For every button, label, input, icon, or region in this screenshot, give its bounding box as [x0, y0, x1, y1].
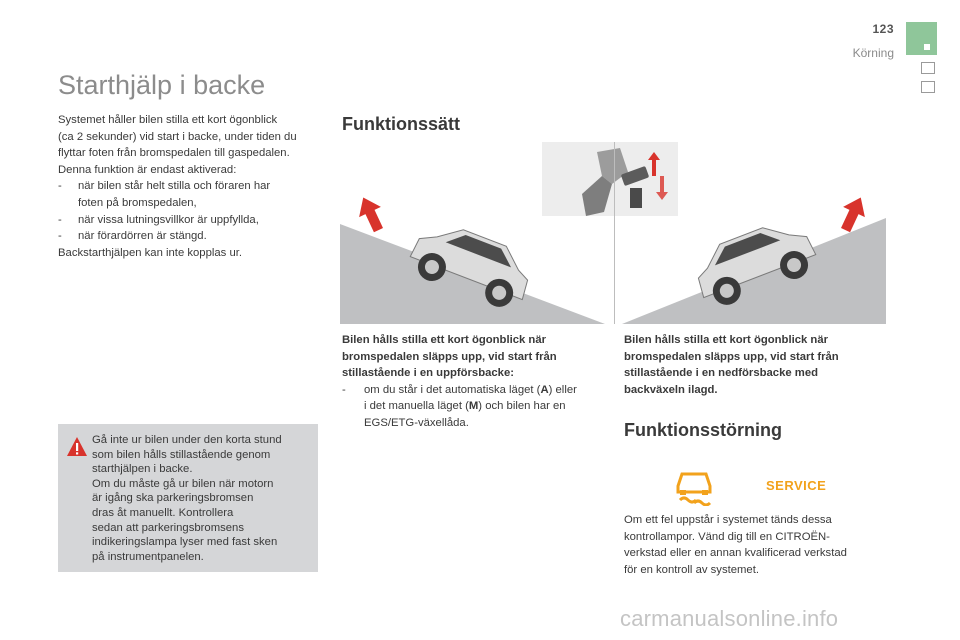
chapter-tab[interactable]: [906, 22, 937, 55]
watermark: carmanualsonline.info: [620, 606, 839, 631]
list-item: - när vissa lutningsvillkor är uppfyllda,: [58, 213, 259, 226]
tab-marker: [924, 44, 930, 50]
list-item: - när bilen står helt stilla och föraren har: [58, 180, 271, 193]
malfunction-text: Om ett fel uppstår i systemet tänds dessa kontrollampor. Vänd dig till en CITROËN- verkstad eller en annan kvalificerad verkstad för en kontroll av systemet.: [624, 514, 847, 576]
traction-control-icon: [674, 470, 714, 506]
intro-line: flyttar foten från bromspedalen till gaspedalen.: [58, 147, 290, 160]
downhill-caption: Bilen hålls stilla ett kort ögonblick när bromspedalen släpps upp, vid start från stillastående i en nedförsbacke med backväxeln ilagd.: [624, 334, 839, 396]
nav-square-1[interactable]: [921, 62, 935, 74]
intro-line: (ca 2 sekunder) vid start i backe, under tiden du: [58, 130, 297, 143]
page-number: 123: [872, 22, 894, 36]
intro-line: Backstarthjälpen kan inte kopplas ur.: [58, 246, 242, 259]
intro-text: [58, 112, 328, 261]
uphill-caption: Bilen hålls stilla ett kort ögonblick när bromspedalen släpps upp, vid start från stillastående i en uppförsbacke: - om du står i det automatiska läget (A) eller i det manuella läget (M) och bilen har en EGS/ETG-växellåda.: [342, 332, 610, 432]
intro-line: Denna funktion är endast aktiverad:: [58, 163, 237, 176]
service-indicator: SERVICE: [766, 478, 827, 493]
section-heading-funktionssatt: Funktionssätt: [342, 114, 461, 134]
warning-box: [58, 424, 318, 572]
section-name: Körning: [852, 46, 894, 60]
list-item: - när förardörren är stängd.: [58, 230, 207, 243]
uphill-car-illustration: [340, 170, 605, 324]
downhill-car-illustration: [622, 170, 886, 324]
intro-line: Systemet håller bilen stilla ett kort ögonblick: [58, 114, 278, 126]
list-item: - om du står i det automatiska läget (A) eller: [342, 383, 577, 396]
warning-text: Gå inte ur bilen under den korta stund som bilen hålls stillastående genom starthjälpen i backe. Om du måste gå ur bilen när motorn är igång ska parkeringsbromsen dras åt manuellt. Kontrollera sedan att parkeringsbromsens indikeringslampa lyser med fast sken på instrumentpanelen.: [92, 434, 282, 563]
exclamation-warning-icon: [66, 436, 88, 458]
list-item-continuation: foten på bromspedalen,: [78, 196, 197, 209]
page-title: Starthjälp i backe: [58, 70, 266, 100]
section-heading-funktionsstorning: Funktionsstörning: [624, 420, 782, 440]
nav-square-2[interactable]: [921, 81, 935, 93]
divider: [614, 142, 615, 324]
